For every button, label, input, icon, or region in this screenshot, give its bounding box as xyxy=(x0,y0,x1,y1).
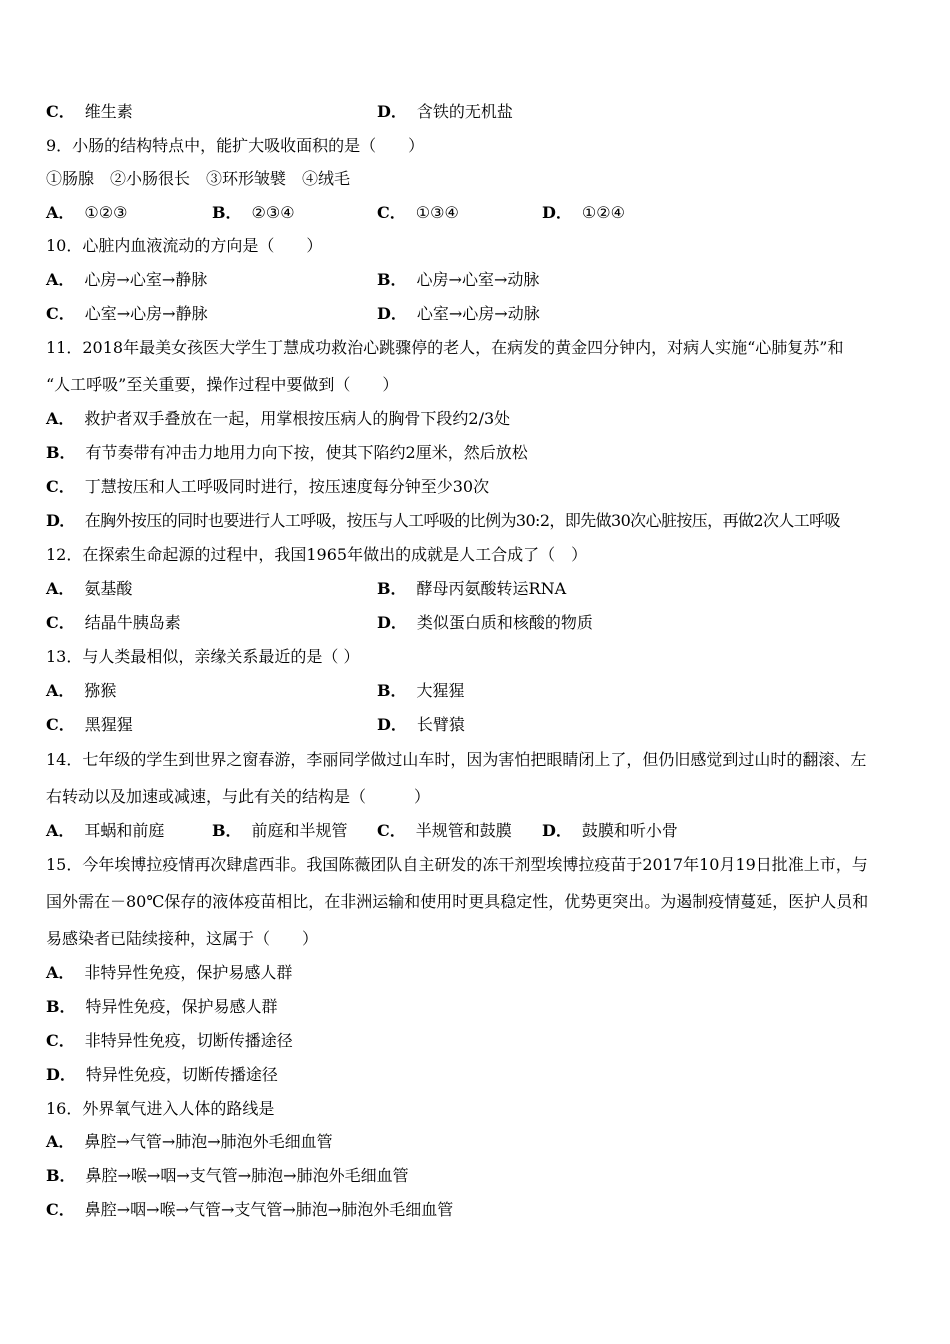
q10-option-c xyxy=(46,304,208,324)
option-label: D． xyxy=(377,102,407,121)
option-text: 鼓膜和听小骨 xyxy=(581,821,678,840)
q13-option-a xyxy=(46,681,116,701)
option-label: B． xyxy=(377,681,407,700)
q15-option-b xyxy=(46,997,278,1017)
option-text: ①②④ xyxy=(581,203,625,222)
option-text: 救护者双手叠放在一起，用掌根按压病人的胸骨下段约2/3处 xyxy=(84,409,511,428)
option-label: D． xyxy=(46,1065,76,1084)
option-text: 耳蜗和前庭 xyxy=(84,821,165,840)
option-text: 酵母丙氨酸转运RNA xyxy=(416,579,567,598)
option-label: A． xyxy=(46,821,75,840)
q9-stem: 9．小肠的结构特点中，能扩大吸收面积的是（ ） xyxy=(46,136,425,155)
q14-option-b xyxy=(212,821,348,841)
option-label: A． xyxy=(46,579,75,598)
q11-option-c xyxy=(46,477,489,497)
q16-stem: 16．外界氧气进入人体的路线是 xyxy=(46,1099,275,1118)
option-text: 氨基酸 xyxy=(84,579,133,598)
q9-items: ①肠腺 ②小肠很长 ③环形皱襞 ④绒毛 xyxy=(46,169,351,188)
q14-option-a xyxy=(46,821,164,841)
q13-option-c xyxy=(46,715,133,735)
option-text: 心室→心房→动脉 xyxy=(416,304,540,323)
option-text: 猕猴 xyxy=(84,681,117,700)
option-text: 鼻腔→咽→喉→气管→支气管→肺泡→肺泡外毛细血管 xyxy=(84,1200,454,1219)
q14-option-d xyxy=(542,821,678,841)
q13-option-d xyxy=(377,715,465,735)
q10-stem: 10．心脏内血液流动的方向是（ ） xyxy=(46,236,323,255)
q8-option-d xyxy=(377,102,513,122)
option-label: C． xyxy=(46,613,75,632)
option-text: 半规管和鼓膜 xyxy=(415,821,512,840)
q10-option-a xyxy=(46,270,207,290)
option-text: 特异性免疫，切断传播途径 xyxy=(85,1065,278,1084)
option-label: B． xyxy=(46,443,76,462)
option-text: 特异性免疫，保护易感人群 xyxy=(85,997,278,1016)
option-label: C． xyxy=(46,715,75,734)
q15-option-d xyxy=(46,1065,278,1085)
q12-option-b xyxy=(377,579,566,599)
option-text: 非特异性免疫，切断传播途径 xyxy=(84,1031,293,1050)
q12-option-d xyxy=(377,613,593,633)
option-text: 鼻腔→喉→咽→支气管→肺泡→肺泡外毛细血管 xyxy=(85,1166,409,1185)
option-label: C． xyxy=(46,304,75,323)
option-label: C． xyxy=(46,477,75,496)
q11-option-a xyxy=(46,409,510,429)
option-text: 非特异性免疫，保护易感人群 xyxy=(84,963,293,982)
option-text: ②③④ xyxy=(251,203,295,222)
q15-stem-line2: 国外需在－80℃保存的液体疫苗相比，在非洲运输和使用时更具稳定性，优势更突出。为遏制疫情蔓延，医护人员和 xyxy=(46,892,869,911)
option-text: 在胸外按压的同时也要进行人工呼吸，按压与人工呼吸的比例为30:2，即先做30次心脏按压，再做2次人工呼吸 xyxy=(84,511,840,530)
q11-option-b xyxy=(46,443,528,463)
option-text: 长臂猿 xyxy=(416,715,465,734)
q13-stem: 13．与人类最相似，亲缘关系最近的是（ ） xyxy=(46,647,360,666)
q8-option-c xyxy=(46,102,133,122)
q16-option-c xyxy=(46,1200,453,1220)
option-text: 大猩猩 xyxy=(416,681,465,700)
option-text: 前庭和半规管 xyxy=(251,821,348,840)
q9-option-c xyxy=(377,203,459,223)
q11-option-d xyxy=(46,511,840,531)
option-label: B． xyxy=(212,203,242,222)
option-label: A． xyxy=(46,409,75,428)
option-text: 心室→心房→静脉 xyxy=(84,304,208,323)
q14-option-c xyxy=(377,821,512,841)
option-text: 类似蛋白质和核酸的物质 xyxy=(416,613,593,632)
option-label: D． xyxy=(46,511,75,530)
option-label: C． xyxy=(377,203,406,222)
option-label: A． xyxy=(46,963,75,982)
option-label: A． xyxy=(46,203,75,222)
option-label: D． xyxy=(542,203,572,222)
option-text: 鼻腔→气管→肺泡→肺泡外毛细血管 xyxy=(84,1132,333,1151)
option-text: 心房→心室→动脉 xyxy=(416,270,540,289)
q9-option-b xyxy=(212,203,295,223)
q9-option-a xyxy=(46,203,127,223)
q10-option-d xyxy=(377,304,540,324)
option-label: C． xyxy=(46,102,75,121)
q14-stem-line1: 14．七年级的学生到世界之窗春游，李丽同学做过山车时，因为害怕把眼睛闭上了，但仍旧感觉到过山时的翻滚、左 xyxy=(46,750,867,769)
q16-option-b xyxy=(46,1166,409,1186)
option-label: B． xyxy=(46,997,76,1016)
option-label: B． xyxy=(377,270,407,289)
option-label: A． xyxy=(46,270,75,289)
option-text: ①③④ xyxy=(415,203,459,222)
q9-option-d xyxy=(542,203,625,223)
q12-stem: 12．在探索生命起源的过程中，我国1965年做出的成就是人工合成了（ ） xyxy=(46,545,588,564)
q10-option-b xyxy=(377,270,539,290)
option-text: 结晶牛胰岛素 xyxy=(84,613,181,632)
q15-option-c xyxy=(46,1031,293,1051)
q11-stem-line1: 11．2018年最美女孩医大学生丁慧成功救治心跳骤停的老人，在病发的黄金四分钟内，对病人实施“心肺复苏”和 xyxy=(46,338,844,357)
option-label: C． xyxy=(46,1031,75,1050)
q15-stem-line1: 15．今年埃博拉疫情再次肆虐西非。我国陈薇团队自主研发的冻干剂型埃博拉疫苗于2017年10月19日批准上市，与 xyxy=(46,855,868,874)
option-text: ①②③ xyxy=(84,203,128,222)
q15-stem-line3: 易感染者已陆续接种，这属于（ ） xyxy=(46,929,319,948)
option-text: 心房→心室→静脉 xyxy=(84,270,208,289)
option-label: D． xyxy=(377,304,407,323)
q15-option-a xyxy=(46,963,292,983)
option-label: A． xyxy=(46,1132,75,1151)
option-label: D． xyxy=(377,715,407,734)
q16-option-a xyxy=(46,1132,333,1152)
option-label: C． xyxy=(46,1200,75,1219)
q14-stem-line2: 右转动以及加速或减速，与此有关的结构是（ ） xyxy=(46,787,431,806)
option-text: 丁慧按压和人工呼吸同时进行，按压速度每分钟至少30次 xyxy=(84,477,490,496)
option-label: C． xyxy=(377,821,406,840)
option-text: 含铁的无机盐 xyxy=(416,102,513,121)
option-text: 维生素 xyxy=(84,102,133,121)
option-label: B． xyxy=(212,821,242,840)
q12-option-c xyxy=(46,613,181,633)
option-label: D． xyxy=(377,613,407,632)
option-label: B． xyxy=(46,1166,76,1185)
option-label: A． xyxy=(46,681,75,700)
option-label: B． xyxy=(377,579,407,598)
q11-stem-line2: “人工呼吸”至关重要，操作过程中要做到（ ） xyxy=(46,375,399,394)
option-label: D． xyxy=(542,821,572,840)
q12-option-a xyxy=(46,579,132,599)
q13-option-b xyxy=(377,681,465,701)
option-text: 有节奏带有冲击力地用力向下按，使其下陷约2厘米，然后放松 xyxy=(85,443,528,462)
option-text: 黑猩猩 xyxy=(84,715,133,734)
